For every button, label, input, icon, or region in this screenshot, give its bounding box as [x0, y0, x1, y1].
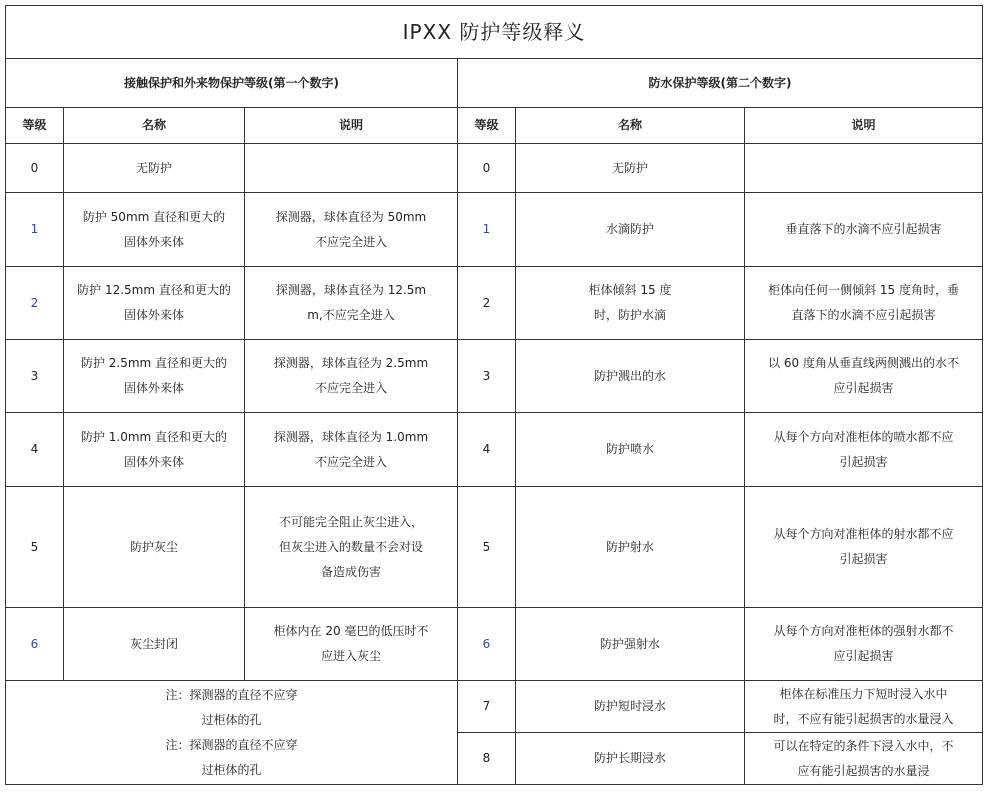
table-row — [6, 608, 983, 681]
table-row — [6, 487, 983, 608]
left-desc-line: 备造成伤害 — [320, 564, 381, 579]
left-desc-line: 探测器，球体直径为 12.5m — [275, 283, 427, 297]
left-name-cell — [64, 267, 245, 340]
left-desc-cell — [245, 193, 458, 267]
right-desc-cell — [745, 413, 983, 487]
left-desc-cell — [245, 144, 458, 193]
left-name-line: 防护 12.5mm 直径和更大的 — [77, 283, 231, 297]
right-level-cell: 8 — [458, 733, 516, 785]
right-level-cell: 1 — [458, 193, 516, 267]
right-desc-line: 可以在特定的条件下浸入水中，不 — [773, 738, 954, 753]
left-desc-line: 不可能完全阻止灰尘进入， — [278, 514, 423, 529]
right-level-cell: 2 — [458, 267, 516, 340]
right-desc-line: 从每个方向对准柜体的强射水都不 — [773, 624, 954, 638]
note-line: 注：探测器的直径不应穿 — [165, 737, 298, 752]
right-name-cell: 防护短时浸水 — [516, 681, 745, 733]
right-desc-line: 柜体向任何一侧倾斜 15 度角时，垂 — [768, 283, 959, 297]
left-name-line: 固体外来体 — [123, 234, 184, 249]
left-level-cell: 4 — [6, 413, 64, 487]
left-desc-header: 说明 — [245, 108, 458, 144]
left-desc-line: 不应完全进入 — [314, 381, 387, 395]
table-row — [6, 193, 983, 267]
left-name-line: 固体外来体 — [123, 308, 184, 322]
right-desc-cell: 垂直落下的水滴不应引起损害 — [745, 193, 983, 267]
left-desc-cell — [245, 608, 458, 681]
left-level-header: 等级 — [6, 108, 64, 144]
ip-rating-table — [5, 5, 983, 785]
note-cell — [6, 681, 458, 785]
left-level-cell: 0 — [6, 144, 64, 193]
table-row — [6, 681, 983, 733]
left-name-line: 防护 50mm 直径和更大的 — [82, 209, 226, 224]
right-desc-cell — [745, 681, 983, 733]
left-name-cell: 防护灰尘 — [64, 487, 245, 608]
left-desc-line: 探测器，球体直径为 1.0mm — [273, 429, 429, 444]
right-desc-line: 时，不应有能引起损害的水量浸入 — [773, 711, 954, 726]
right-name-cell: 水滴防护 — [516, 193, 745, 267]
right-name-cell: 防护强射水 — [516, 608, 745, 681]
right-desc-cell — [745, 267, 983, 340]
left-desc-cell — [245, 487, 458, 608]
left-name-line: 固体外来体 — [123, 454, 184, 469]
right-desc-line: 直落下的水滴不应引起损害 — [791, 308, 936, 322]
right-level-cell: 6 — [458, 608, 516, 681]
left-name-line: 防护 2.5mm 直径和更大的 — [80, 356, 228, 370]
right-name-header: 名称 — [516, 108, 745, 144]
right-desc-header: 说明 — [745, 108, 983, 144]
left-level-cell: 5 — [6, 487, 64, 608]
right-name-cell: 防护溅出的水 — [516, 340, 745, 413]
right-section-title: 防水保护等级(第二个数字) — [458, 59, 983, 108]
left-name-cell — [64, 193, 245, 267]
right-name-cell — [516, 267, 745, 340]
left-desc-cell — [245, 413, 458, 487]
table-row — [6, 413, 983, 487]
right-name-line: 柜体倾斜 15 度 — [588, 283, 672, 297]
left-name-header: 名称 — [64, 108, 245, 144]
left-desc-line: 柜体内在 20 毫巴的低压时不 — [273, 624, 429, 638]
right-desc-line: 引起损害 — [839, 454, 888, 469]
right-name-line: 时，防护水滴 — [593, 308, 666, 322]
right-desc-cell — [745, 608, 983, 681]
left-desc-line: 应进入灰尘 — [320, 649, 381, 663]
right-level-cell: 0 — [458, 144, 516, 193]
table-row — [6, 144, 983, 193]
left-name-line: 固体外来体 — [123, 381, 184, 395]
left-desc-line: 不应完全进入 — [314, 454, 387, 469]
left-section-title: 接触保护和外来物保护等级(第一个数字) — [6, 59, 458, 108]
right-desc-cell — [745, 487, 983, 608]
right-desc-cell — [745, 340, 983, 413]
right-desc-line: 应有能引起损害的水量浸 — [797, 763, 930, 778]
right-desc-cell — [745, 144, 983, 193]
right-desc-line: 引起损害 — [839, 552, 888, 566]
left-level-cell: 2 — [6, 267, 64, 340]
note-line: 过柜体的孔 — [201, 762, 262, 777]
left-name-cell: 灰尘封闭 — [64, 608, 245, 681]
left-level-cell: 6 — [6, 608, 64, 681]
right-name-cell: 防护长期浸水 — [516, 733, 745, 785]
right-desc-line: 应引起损害 — [833, 649, 894, 663]
right-level-cell: 5 — [458, 487, 516, 608]
table-row — [6, 340, 983, 413]
right-desc-cell — [745, 733, 983, 785]
right-level-cell: 4 — [458, 413, 516, 487]
note-line: 过柜体的孔 — [201, 712, 262, 727]
right-desc-line: 以 60 度角从垂直线两侧溅出的水不 — [768, 356, 959, 370]
page-title: IPXX 防护等级释义 — [6, 6, 983, 59]
left-name-cell: 无防护 — [64, 144, 245, 193]
right-level-cell: 3 — [458, 340, 516, 413]
left-desc-line: 探测器，球体直径为 50mm — [275, 209, 427, 224]
section-header-row — [6, 59, 983, 108]
left-name-cell — [64, 340, 245, 413]
table-row — [6, 267, 983, 340]
title-row — [6, 6, 983, 59]
left-name-cell — [64, 413, 245, 487]
left-desc-line: 探测器，球体直径为 2.5mm — [273, 356, 429, 370]
left-desc-line: 但灰尘进入的数量不会对设 — [278, 539, 423, 554]
left-desc-line: m,不应完全进入 — [307, 308, 395, 322]
right-level-header: 等级 — [458, 108, 516, 144]
right-desc-line: 从每个方向对准柜体的射水都不应 — [773, 527, 954, 541]
left-desc-line: 不应完全进入 — [314, 234, 387, 249]
right-desc-line: 柜体在标准压力下短时浸入水中 — [779, 686, 948, 701]
note-line: 注：探测器的直径不应穿 — [165, 687, 298, 702]
right-name-cell: 防护射水 — [516, 487, 745, 608]
right-level-cell: 7 — [458, 681, 516, 733]
left-level-cell: 1 — [6, 193, 64, 267]
left-level-cell: 3 — [6, 340, 64, 413]
left-desc-cell — [245, 340, 458, 413]
right-name-cell: 防护喷水 — [516, 413, 745, 487]
right-name-cell: 无防护 — [516, 144, 745, 193]
left-name-line: 防护 1.0mm 直径和更大的 — [80, 429, 228, 444]
column-header-row — [6, 108, 983, 144]
right-desc-line: 应引起损害 — [833, 381, 894, 395]
right-desc-line: 从每个方向对准柜体的喷水都不应 — [773, 429, 954, 444]
left-desc-cell — [245, 267, 458, 340]
